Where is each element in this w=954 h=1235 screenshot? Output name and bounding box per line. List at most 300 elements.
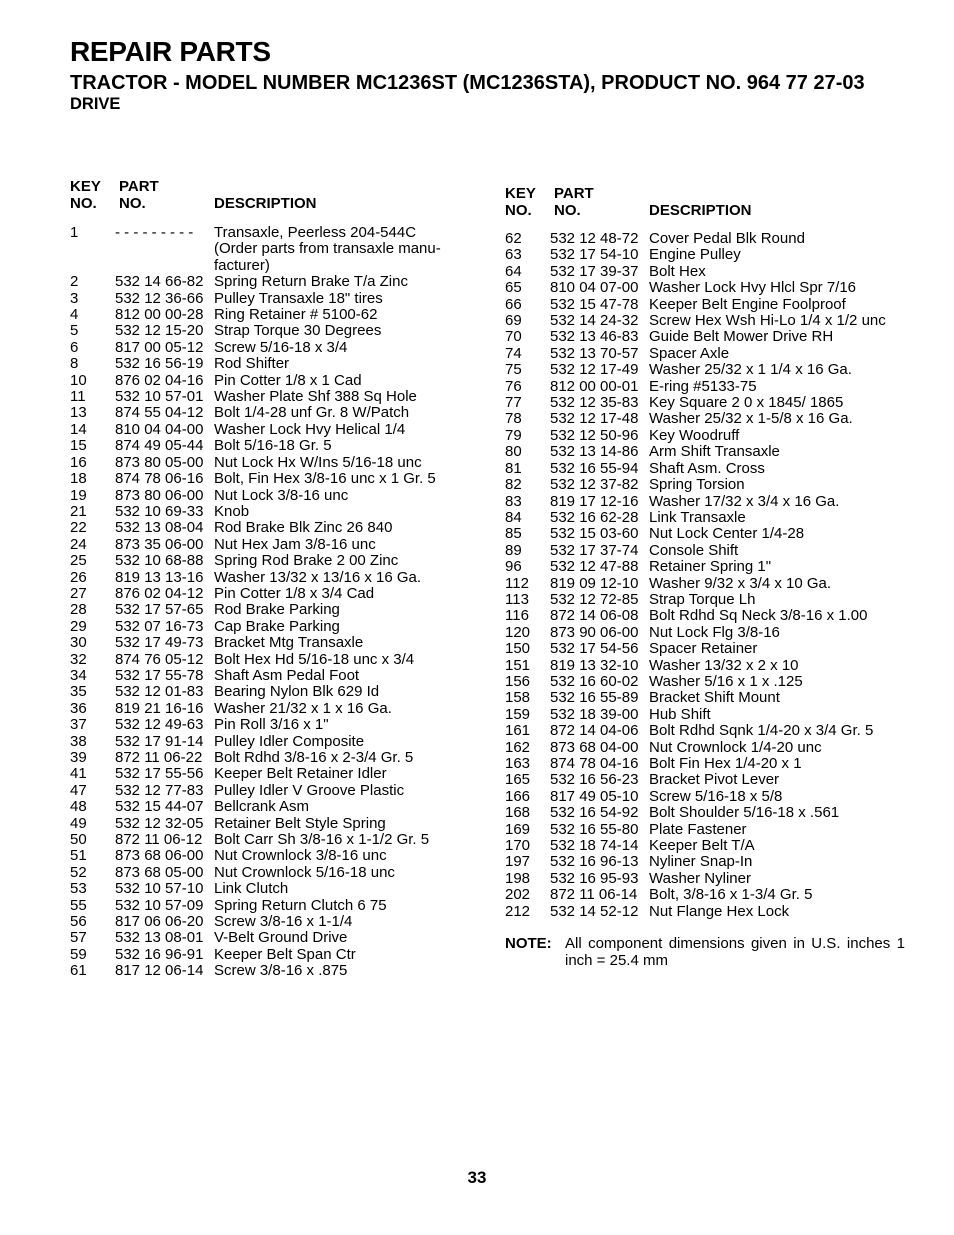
parts-table-right: [505, 185, 905, 920]
key-number: 77: [505, 394, 522, 412]
part-description: Washer 13/32 x 13/16 x 16 Ga.: [214, 568, 422, 586]
table-row: [505, 789, 905, 805]
table-row: [70, 963, 470, 979]
part-description: Bolt Rdhd 3/8-16 x 2-3/4 Gr. 5: [214, 749, 414, 766]
part-number: 819 13 32-10: [550, 656, 639, 674]
key-number: 83: [505, 492, 522, 510]
table-row: [505, 576, 905, 592]
key-number: 170: [505, 837, 531, 855]
key-number: 26: [70, 568, 87, 586]
table-row: [505, 297, 905, 313]
key-number: 59: [70, 945, 87, 963]
key-number: 48: [70, 798, 87, 816]
part-description: Bolt 5/16-18 Gr. 5: [214, 437, 332, 455]
key-number: 5: [70, 322, 79, 340]
table-row: [70, 438, 470, 454]
part-number: 532 10 57-10: [115, 880, 204, 898]
key-number: 41: [70, 765, 87, 783]
key-number: 202: [505, 886, 531, 904]
table-row: [505, 280, 905, 296]
part-header-line1: PART: [119, 178, 159, 195]
key-number: 39: [70, 749, 87, 766]
table-row: [70, 553, 470, 569]
part-number: 532 12 01-83: [115, 683, 204, 701]
part-description: Cap Brake Parking: [214, 617, 340, 635]
note-text: All component dimensions given in U.S. inches 1 inch = 25.4 mm: [565, 935, 905, 969]
model-subtitle: TRACTOR - MODEL NUMBER MC1236ST (MC1236STA), PRODUCT NO. 964 77 27-03: [70, 72, 865, 94]
part-description: Spacer Axle: [649, 344, 730, 362]
key-number: 151: [505, 656, 531, 674]
part-description: Nut Lock Hx W/Ins 5/16-18 unc: [214, 453, 422, 471]
part-number: 817 06 06-20: [115, 913, 204, 931]
table-row: [505, 395, 905, 411]
part-description: Plate Fastener: [649, 820, 747, 838]
key-number: 53: [70, 880, 87, 898]
table-row: [70, 619, 470, 635]
table-row: [70, 652, 470, 668]
part-number: 532 16 96-13: [550, 853, 639, 871]
part-number: 532 12 77-83: [115, 781, 204, 799]
part-description: Screw 5/16-18 x 5/8: [649, 787, 783, 805]
parts-rows: [70, 225, 470, 980]
key-number: 61: [70, 962, 87, 980]
part-description: Bolt Rdhd Sqnk 1/4-20 x 3/4 Gr. 5: [649, 722, 874, 740]
key-number: 158: [505, 689, 531, 707]
table-row: [70, 422, 470, 438]
table-row: [70, 684, 470, 700]
part-description: Washer 9/32 x 3/4 x 10 Ga.: [649, 574, 832, 592]
part-description: Screw 5/16-18 x 3/4: [214, 338, 348, 356]
part-number: 532 16 56-19: [115, 355, 204, 373]
table-row: [70, 701, 470, 717]
table-row: [70, 389, 470, 405]
key-number: 162: [505, 738, 531, 756]
part-number: 532 17 55-56: [115, 765, 204, 783]
part-description: Bolt Hex: [649, 262, 706, 280]
part-number: 532 12 37-82: [550, 476, 639, 494]
part-description: Strap Torque Lh: [649, 590, 756, 608]
key-number: 37: [70, 716, 87, 734]
part-number: 872 14 06-08: [550, 607, 639, 625]
part-number: 873 35 06-00: [115, 535, 204, 553]
table-row: [70, 274, 470, 290]
part-number: 874 76 05-12: [115, 650, 204, 668]
part-description: Spring Return Clutch 6 75: [214, 896, 387, 914]
part-number: 532 10 57-09: [115, 896, 204, 914]
part-description: Washer Plate Shf 388 Sq Hole: [214, 388, 417, 406]
table-row: [505, 428, 905, 444]
key-number: 30: [70, 634, 87, 652]
part-description: Retainer Belt Style Spring: [214, 814, 386, 832]
part-description: Washer 17/32 x 3/4 x 16 Ga.: [649, 492, 840, 510]
part-description: Nut Crownlock 1/4-20 unc: [649, 738, 822, 756]
part-description: Screw 3/8-16 x 1-1/4: [214, 913, 353, 931]
table-row: [505, 461, 905, 477]
key-number: 15: [70, 437, 87, 455]
part-description: V-Belt Ground Drive: [214, 929, 348, 947]
part-description: Rod Shifter: [214, 355, 290, 373]
part-description: Engine Pulley: [649, 246, 741, 264]
key-number: 150: [505, 640, 531, 658]
part-number: 532 16 95-93: [550, 869, 639, 887]
part-number: 532 16 55-94: [550, 459, 639, 477]
part-number: 532 10 69-33: [115, 502, 204, 520]
part-number: 812 00 00-01: [550, 377, 639, 395]
part-number: 874 78 06-16: [115, 470, 204, 488]
table-row: [505, 690, 905, 706]
part-number: 532 17 37-74: [550, 541, 639, 559]
part-header-line1: PART: [554, 185, 594, 202]
table-row: [70, 520, 470, 536]
key-number: 198: [505, 869, 531, 887]
part-number: 532 16 56-23: [550, 771, 639, 789]
part-number: 876 02 04-16: [115, 371, 204, 389]
table-row: [505, 625, 905, 641]
table-row: [505, 411, 905, 427]
part-number: 532 12 49-63: [115, 716, 204, 734]
key-number: 11: [70, 388, 86, 406]
key-number: 14: [70, 420, 87, 438]
table-row: [505, 641, 905, 657]
part-description: Keeper Belt Span Ctr: [214, 945, 356, 963]
part-description: Keeper Belt Engine Foolproof: [649, 295, 846, 313]
table-row: [505, 723, 905, 739]
table-row: [70, 537, 470, 553]
part-description: Washer 21/32 x 1 x 16 Ga.: [214, 699, 392, 717]
table-row: [70, 783, 470, 799]
part-number: 532 12 15-20: [115, 322, 204, 340]
part-number: 874 78 04-16: [550, 755, 639, 772]
part-number: 532 16 55-80: [550, 820, 639, 838]
table-row: [70, 832, 470, 848]
table-row: [505, 444, 905, 460]
part-number: 532 15 47-78: [550, 295, 639, 313]
part-number: 532 18 74-14: [550, 837, 639, 855]
part-number: 532 12 32-05: [115, 814, 204, 832]
part-number: 532 10 68-88: [115, 552, 204, 570]
table-row: [70, 848, 470, 864]
key-number: 18: [70, 470, 87, 488]
part-number: 532 12 47-88: [550, 558, 639, 576]
key-number: 4: [70, 306, 79, 324]
part-description: Pin Cotter 1/8 x 3/4 Cad: [214, 584, 375, 602]
key-number: 64: [505, 262, 522, 280]
key-number: 163: [505, 755, 531, 772]
key-number: 66: [505, 295, 522, 313]
key-number: 28: [70, 601, 87, 619]
key-number: 63: [505, 246, 522, 264]
table-row: [70, 373, 470, 389]
part-number: 810 04 07-00: [550, 279, 639, 297]
part-number: 874 49 05-44: [115, 437, 204, 455]
key-number: 38: [70, 732, 87, 750]
part-description: Pin Cotter 1/8 x 1 Cad: [214, 371, 362, 389]
key-number: 82: [505, 476, 522, 494]
part-description: Washer Lock Hvy Hlcl Spr 7/16: [649, 279, 857, 297]
part-description: Washer 5/16 x 1 x .125: [649, 672, 803, 690]
key-header-line1: KEY: [70, 178, 101, 195]
key-number: 81: [505, 459, 522, 477]
table-row: [70, 504, 470, 520]
table-row: [70, 766, 470, 782]
part-number: 873 90 06-00: [550, 623, 639, 641]
part-number: 532 16 55-89: [550, 689, 639, 707]
part-number: 532 12 50-96: [550, 426, 639, 444]
key-number: 78: [505, 410, 522, 428]
key-number: 85: [505, 525, 522, 543]
key-number: 168: [505, 804, 531, 822]
key-number: 55: [70, 896, 87, 914]
table-row: [70, 635, 470, 651]
table-row: [70, 734, 470, 750]
part-description: Screw Hex Wsh Hi-Lo 1/4 x 1/2 unc: [649, 312, 886, 330]
part-description: Link Clutch: [214, 880, 289, 898]
note-label: NOTE:: [505, 935, 552, 952]
part-number: 532 13 14-86: [550, 443, 639, 461]
key-number: 169: [505, 820, 531, 838]
part-number: 532 12 72-85: [550, 590, 639, 608]
part-description: Bolt Hex Hd 5/16-18 unc x 3/4: [214, 650, 415, 668]
page-title: REPAIR PARTS: [70, 36, 271, 67]
part-number: 532 13 70-57: [550, 344, 639, 362]
key-number: 51: [70, 847, 87, 865]
table-row: [505, 510, 905, 526]
part-description: Shaft Asm. Cross: [649, 459, 765, 477]
table-row: [70, 816, 470, 832]
part-description: Bolt Rdhd Sq Neck 3/8-16 x 1.00: [649, 607, 868, 625]
part-number: 532 17 91-14: [115, 732, 204, 750]
part-number: 532 14 52-12: [550, 902, 639, 920]
table-row: [505, 871, 905, 887]
description-header: DESCRIPTION: [214, 195, 317, 212]
table-row: [70, 914, 470, 930]
part-number: 532 17 55-78: [115, 666, 204, 684]
table-row: [70, 602, 470, 618]
part-description: Nut Flange Hex Lock: [649, 902, 790, 920]
key-number: 22: [70, 519, 87, 537]
part-description: Key Woodruff: [649, 426, 740, 444]
table-row: [505, 772, 905, 788]
key-number: 34: [70, 666, 87, 684]
part-description: Link Transaxle: [649, 508, 746, 526]
part-number: 872 11 06-12: [115, 831, 203, 849]
key-header-line1: KEY: [505, 185, 536, 202]
key-number: 112: [505, 574, 529, 592]
part-description: Keeper Belt T/A: [649, 837, 755, 855]
part-description: Nut Hex Jam 3/8-16 unc: [214, 535, 376, 553]
key-number: 96: [505, 558, 522, 576]
key-number: 1: [70, 224, 79, 241]
key-number: 166: [505, 787, 531, 805]
part-description: Washer 25/32 x 1 1/4 x 16 Ga.: [649, 361, 852, 379]
key-number: 69: [505, 312, 522, 330]
part-number: 532 14 24-32: [550, 312, 639, 330]
part-number: 532 18 39-00: [550, 705, 639, 723]
part-number: 817 12 06-14: [115, 962, 204, 980]
part-number: 819 17 12-16: [550, 492, 639, 510]
table-row: [70, 323, 470, 339]
part-description: E-ring #5133-75: [649, 377, 757, 395]
part-description: Rod Brake Blk Zinc 26 840: [214, 519, 393, 537]
key-number: 120: [505, 623, 531, 641]
key-number: 29: [70, 617, 87, 635]
table-row: [505, 887, 905, 903]
table-row: [505, 740, 905, 756]
key-number: 76: [505, 377, 522, 395]
part-number: 873 68 06-00: [115, 847, 204, 865]
part-description: Rod Brake Parking: [214, 601, 340, 619]
key-number: 161: [505, 722, 531, 740]
table-row: [505, 346, 905, 362]
part-description: Cover Pedal Blk Round: [649, 230, 805, 247]
key-number: 70: [505, 328, 522, 346]
part-description: Bolt, 3/8-16 x 1-3/4 Gr. 5: [649, 886, 813, 904]
table-row: [70, 947, 470, 963]
part-description: Hub Shift: [649, 705, 711, 723]
table-row: [505, 379, 905, 395]
part-number: 872 11 06-14: [550, 886, 638, 904]
key-number: 13: [70, 404, 87, 422]
key-number: 50: [70, 831, 87, 849]
key-number: 165: [505, 771, 531, 789]
key-header-line2: NO.: [70, 195, 97, 212]
part-description: Nut Crownlock 5/16-18 unc: [214, 863, 395, 881]
key-number: 65: [505, 279, 522, 297]
key-number: 3: [70, 289, 79, 307]
key-number: 32: [70, 650, 87, 668]
part-number: 532 17 54-56: [550, 640, 639, 658]
key-number: 21: [70, 502, 87, 520]
part-description: Key Square 2 0 x 1845/ 1865: [649, 394, 844, 412]
key-number: 47: [70, 781, 87, 799]
part-description: Pulley Transaxle 18" tires: [214, 289, 383, 307]
part-number: 819 21 16-16: [115, 699, 204, 717]
part-number: 532 13 46-83: [550, 328, 639, 346]
table-row: [505, 526, 905, 542]
part-number: - - - - - - - - -: [115, 224, 194, 241]
key-number: 159: [505, 705, 531, 723]
key-number: 35: [70, 683, 87, 701]
part-description: Washer 13/32 x 2 x 10: [649, 656, 799, 674]
key-number: 6: [70, 338, 79, 356]
table-row: [70, 750, 470, 766]
table-row: [505, 264, 905, 280]
table-row: [70, 455, 470, 471]
key-number: 84: [505, 508, 522, 526]
part-description: Bolt 1/4-28 unf Gr. 8 W/Patch: [214, 404, 410, 422]
table-row: [70, 898, 470, 914]
description-header: DESCRIPTION: [649, 202, 752, 219]
table-row: [505, 674, 905, 690]
table-row: [70, 586, 470, 602]
part-number: 532 16 60-02: [550, 672, 639, 690]
part-description: Keeper Belt Retainer Idler: [214, 765, 387, 783]
part-number: 812 00 00-28: [115, 306, 204, 324]
table-row: [70, 488, 470, 504]
part-description: Bolt Shoulder 5/16-18 x .561: [649, 804, 840, 822]
part-description: Bearing Nylon Blk 629 Id: [214, 683, 380, 701]
part-description: Washer 25/32 x 1-5/8 x 16 Ga.: [649, 410, 853, 428]
key-number: 79: [505, 426, 522, 444]
part-number: 532 15 44-07: [115, 798, 204, 816]
part-number: 532 12 17-49: [550, 361, 639, 379]
table-row: [70, 307, 470, 323]
table-row: [505, 231, 905, 247]
key-number: 75: [505, 361, 522, 379]
table-row: [505, 658, 905, 674]
part-number: 874 55 04-12: [115, 404, 204, 422]
part-description: Strap Torque 30 Degrees: [214, 322, 382, 340]
part-number: 532 13 08-04: [115, 519, 204, 537]
part-description: Console Shift: [649, 541, 739, 559]
key-number: 113: [505, 590, 529, 608]
table-row: [70, 340, 470, 356]
table-row: [70, 799, 470, 815]
key-number: 74: [505, 344, 522, 362]
key-number: 62: [505, 230, 522, 247]
page-number: 33: [467, 1168, 487, 1187]
part-number: 873 68 05-00: [115, 863, 204, 881]
parts-rows: [505, 231, 905, 920]
table-row: [505, 477, 905, 493]
part-number: 532 17 57-65: [115, 601, 204, 619]
key-number: 49: [70, 814, 87, 832]
part-number: 532 15 03-60: [550, 525, 639, 543]
part-description: Nut Lock 3/8-16 unc: [214, 486, 349, 504]
table-row: [505, 904, 905, 920]
table-row: [505, 494, 905, 510]
key-number: 2: [70, 273, 79, 291]
part-description: Pin Roll 3/16 x 1": [214, 716, 329, 734]
table-row: [70, 881, 470, 897]
part-description: Pulley Idler Composite: [214, 732, 365, 750]
part-number: 532 12 36-66: [115, 289, 204, 307]
key-number: 52: [70, 863, 87, 881]
part-number: 873 68 04-00: [550, 738, 639, 756]
part-number: 532 10 57-01: [115, 388, 204, 406]
key-number: 116: [505, 607, 529, 625]
part-description: Washer Nyliner: [649, 869, 751, 887]
part-number: 810 04 04-00: [115, 420, 204, 438]
key-number: 27: [70, 584, 87, 602]
table-row: [505, 608, 905, 624]
part-number: 532 17 39-37: [550, 262, 639, 280]
part-description: Nyliner Snap-In: [649, 853, 753, 871]
table-row: [505, 592, 905, 608]
part-description: Knob: [214, 502, 250, 520]
part-description: Washer Lock Hvy Helical 1/4: [214, 420, 406, 438]
table-row: [70, 668, 470, 684]
key-number: 8: [70, 355, 79, 373]
parts-table-left: [70, 178, 470, 980]
part-description: Nut Lock Flg 3/8-16: [649, 623, 780, 641]
part-header-line2: NO.: [119, 195, 146, 212]
part-description: Bolt, Fin Hex 3/8-16 unc x 1 Gr. 5: [214, 470, 436, 488]
part-description: Bolt Carr Sh 3/8-16 x 1-1/2 Gr. 5: [214, 831, 430, 849]
part-number: 532 12 17-48: [550, 410, 639, 428]
part-number: 532 14 66-82: [115, 273, 204, 291]
table-row: [505, 822, 905, 838]
part-description: Nut Crownlock 3/8-16 unc: [214, 847, 387, 865]
key-number: 89: [505, 541, 522, 559]
part-number: 819 13 13-16: [115, 568, 204, 586]
part-description: Spacer Retainer: [649, 640, 758, 658]
part-description: Guide Belt Mower Drive RH: [649, 328, 834, 346]
part-number: 532 16 54-92: [550, 804, 639, 822]
part-number: 872 11 06-22: [115, 749, 203, 766]
table-row: [505, 329, 905, 345]
part-description: Spring Return Brake T/a Zinc: [214, 273, 408, 291]
